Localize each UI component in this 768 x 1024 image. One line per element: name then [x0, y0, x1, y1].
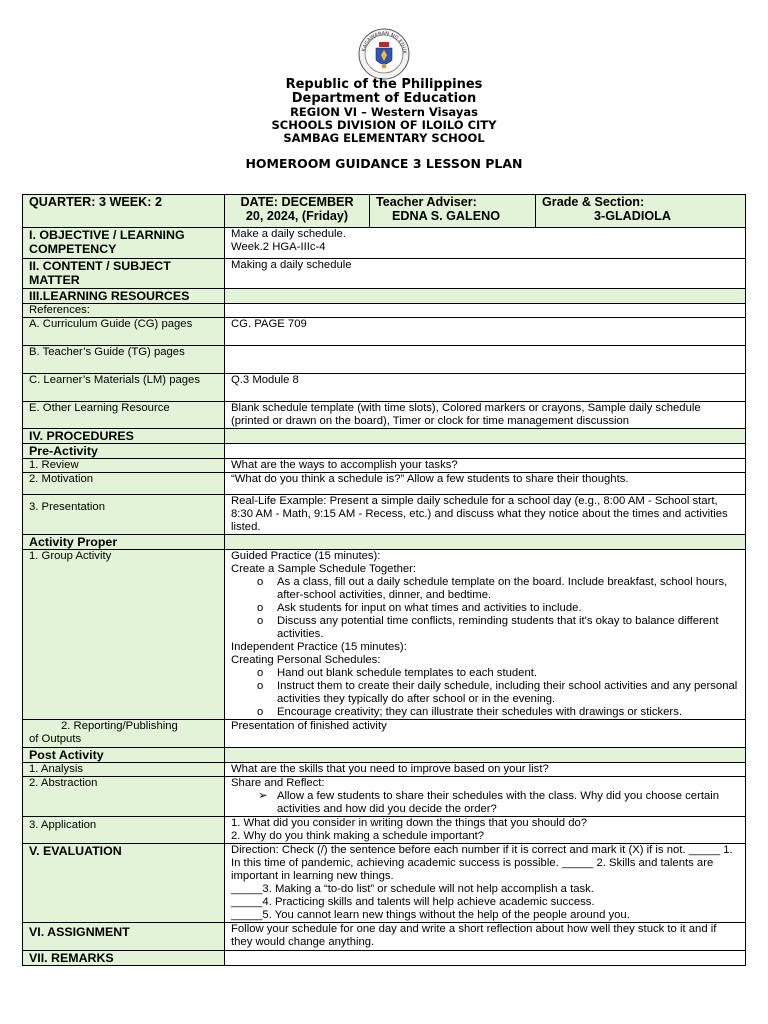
bullet-marker: o [257, 615, 264, 627]
assignment-label: VI. ASSIGNMENT [23, 923, 225, 951]
reporting-label [23, 720, 225, 748]
evaluation-item-4: _____4. Practicing skills and talents will help achieve academic success. [231, 896, 595, 908]
list-item-text: Discuss any potential time conflicts, reminding students that it's okay to balance different activities. [277, 615, 719, 640]
grade-section-value: 3-GLADIOLA [594, 209, 671, 223]
date-cell [225, 195, 370, 228]
quarter-week-cell: QUARTER: 3 WEEK: 2 [23, 195, 225, 228]
reporting-label-line-1: 2. Reporting/Publishing [61, 720, 178, 732]
evaluation-label: V. EVALUATION [23, 844, 225, 923]
presentation-label: 3. Presentation [23, 495, 225, 535]
list-item-text: Instruct them to create their daily schedule, including their school activities and any personal activities they typically do after school or in the evening. [277, 680, 738, 705]
learning-resources-label: III.LEARNING RESOURCES [23, 289, 225, 304]
list-item [231, 576, 739, 602]
list-item [231, 706, 739, 719]
group-activity-value [225, 550, 746, 720]
pre-activity-value [225, 444, 746, 459]
application-label: 3. Application [23, 817, 225, 844]
analysis-label: 1. Analysis [23, 763, 225, 777]
learners-materials-label: C. Learner’s Materials (LM) pages [23, 374, 225, 402]
lesson-plan-table [22, 194, 746, 966]
motivation-value: “What do you think a schedule is?” Allow a few students to share their thoughts. [225, 473, 746, 495]
presentation-value: Real-Life Example: Present a simple daily schedule for a school day (e.g., 8:00 AM - School start, 8:30 AM - Math, 9:15 AM - Recess, etc.) and discuss what they notice about the times and activities listed. [225, 495, 746, 535]
list-item [231, 602, 739, 615]
grade-section-cell [536, 195, 746, 228]
application-line-1: 1. What did you consider in writing down the things that you should do? [231, 817, 588, 829]
pre-activity-label: Pre-Activity [23, 444, 225, 459]
remarks-value [225, 951, 746, 966]
objective-value [225, 228, 746, 259]
bullet-marker: o [257, 680, 264, 692]
grade-section-label: Grade & Section: [542, 195, 645, 209]
teacher-adviser-name: EDNA S. GALENO [392, 209, 500, 223]
bullet-marker: o [257, 576, 264, 588]
motivation-label: 2. Motivation [23, 473, 225, 495]
review-label: 1. Review [23, 459, 225, 473]
content-value: Making a daily schedule [225, 259, 746, 289]
teacher-adviser-label: Teacher Adviser: [376, 195, 477, 209]
content-label: II. CONTENT / SUBJECT MATTER [23, 259, 225, 289]
bullet-marker: o [257, 667, 264, 679]
date-line-1: DATE: DECEMBER [240, 195, 354, 209]
abstraction-label: 2. Abstraction [23, 777, 225, 817]
independent-practice-heading: Independent Practice (15 minutes): [231, 641, 407, 653]
header-region: REGION VI – Western Visayas [290, 105, 478, 119]
objective-line-1: Make a daily schedule. [231, 228, 346, 240]
arrow-bullet-icon: ➢ [258, 790, 268, 802]
curriculum-guide-label: A. Curriculum Guide (CG) pages [23, 318, 225, 346]
other-resource-value: Blank schedule template (with time slots), Colored markers or crayons, Sample daily schedule (printed or drawn on the board), Timer or clock for time management discussion [225, 402, 746, 429]
post-activity-label: Post Activity [23, 748, 225, 763]
evaluation-item-5: _____5. You cannot learn new things without the help of the people around you. [231, 909, 630, 921]
reporting-value: Presentation of finished activity [225, 720, 746, 748]
curriculum-guide-value: CG. PAGE 709 [225, 318, 746, 346]
independent-practice-list [231, 667, 739, 719]
assignment-value: Follow your schedule for one day and write a short reflection about how well they stuck to it and if they would change anything. [225, 923, 746, 951]
guided-practice-heading: Guided Practice (15 minutes): [231, 550, 381, 562]
svg-text:KAGAWARAN NG EDUKASYON: KAGAWARAN NG EDUK [361, 30, 408, 55]
header-school: SAMBAG ELEMENTARY SCHOOL [283, 131, 485, 145]
activity-proper-value [225, 535, 746, 550]
learning-resources-value [225, 289, 746, 304]
list-item [231, 790, 739, 816]
evaluation-value [225, 844, 746, 923]
abstraction-list [231, 790, 739, 816]
analysis-value: What are the skills that you need to improve based on your list? [225, 763, 746, 777]
group-activity-label: 1. Group Activity [23, 550, 225, 720]
date-line-2: 20, 2024, (Friday) [245, 209, 349, 223]
independent-practice-subheading: Creating Personal Schedules: [231, 654, 381, 666]
abstraction-value [225, 777, 746, 817]
header-division: SCHOOLS DIVISION OF ILOILO CITY [271, 118, 497, 132]
activity-proper-label: Activity Proper [23, 535, 225, 550]
header-republic: Republic of the Philippines [285, 77, 483, 92]
application-value [225, 817, 746, 844]
objective-label: I. OBJECTIVE / LEARNING COMPETENCY [23, 228, 225, 259]
list-item-text: Ask students for input on what times and activities to include. [277, 602, 582, 614]
reporting-label-line-2: of Outputs [29, 733, 82, 745]
remarks-label: VII. REMARKS [23, 951, 225, 966]
header-department: Department of Education [291, 91, 477, 106]
list-item-text: Allow a few students to share their schedules with the class. Why did you choose certain activities and how did you decide the order? [277, 790, 720, 815]
deped-seal-logo [358, 28, 410, 80]
list-item [231, 667, 739, 680]
references-label: References: [23, 304, 225, 318]
procedures-value [225, 429, 746, 444]
evaluation-direction: Direction: Check (/) the sentence before each number if it is correct and mark it (X) if is not. _____ 1. In this time of pandemic, achieving academic success is possible. _____ 2. Skills and talents are important in learning new things. [231, 844, 733, 882]
lesson-plan-title: HOMEROOM GUIDANCE 3 LESSON PLAN [245, 156, 523, 171]
guided-practice-subheading: Create a Sample Schedule Together: [231, 563, 417, 575]
teacher-adviser-cell [370, 195, 536, 228]
objective-line-2: Week.2 HGA-IIIc-4 [231, 241, 326, 253]
application-line-2: 2. Why do you think making a schedule important? [231, 830, 485, 842]
list-item [231, 680, 739, 706]
list-item-text: Hand out blank schedule templates to each student. [277, 667, 537, 679]
references-value [225, 304, 746, 318]
procedures-label: IV. PROCEDURES [23, 429, 225, 444]
list-item-text: As a class, fill out a daily schedule template on the board. Include breakfast, school hours, after-school activities, dinner, and bedtime. [277, 576, 728, 601]
review-value: What are the ways to accomplish your tasks? [225, 459, 746, 473]
other-resource-label: E. Other Learning Resource [23, 402, 225, 429]
list-item-text: Encourage creativity; they can illustrate their schedules with drawings or stickers. [277, 706, 682, 718]
teachers-guide-value [225, 346, 746, 374]
learners-materials-value: Q.3 Module 8 [225, 374, 746, 402]
evaluation-item-3: _____3. Making a “to-do list” or schedule will not help accomplish a task. [231, 883, 594, 895]
bullet-marker: o [257, 706, 264, 718]
list-item [231, 615, 739, 641]
bullet-marker: o [257, 602, 264, 614]
post-activity-value [225, 748, 746, 763]
teachers-guide-label: B. Teacher’s Guide (TG) pages [23, 346, 225, 374]
abstraction-heading: Share and Reflect: [231, 777, 325, 789]
guided-practice-list [231, 576, 739, 641]
